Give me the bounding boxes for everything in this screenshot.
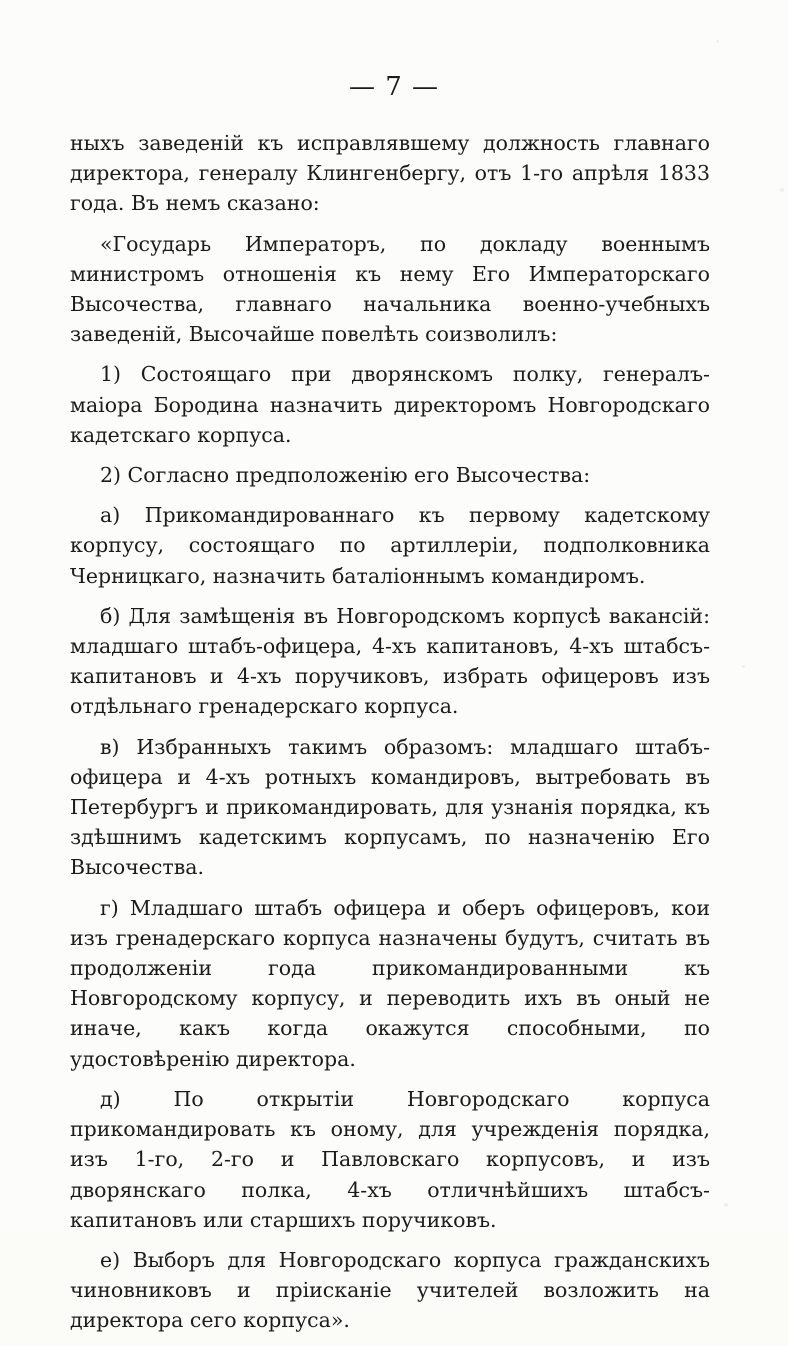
- paragraph-item-a: а) Прикомандированнаго къ первому кадетскому корпусу, состоящаго по артиллеріи, подполковника Черницкаго, назначить баталіоннымъ командиромъ.: [70, 503, 710, 588]
- paragraph-item-2: 2) Согласно предположенію его Высочества:: [100, 463, 591, 488]
- page-number: — 7 —: [348, 72, 440, 102]
- paper-spot: [716, 40, 719, 43]
- paragraph-item-v: в) Избранныхъ такимъ образомъ: младшаго штабъ-офицера и 4-хъ ротныхъ командировъ, вытребовать въ Петербургъ и прикомандировать, для узнанія порядка, къ здѣшнимъ кадетскимъ корпусамъ, по назначенію Его Высочества.: [70, 734, 710, 880]
- paragraph-item-d: д) По открытіи Новгородскаго корпуса прикомандировать къ оному, для учрежденія порядка, изъ 1-го, 2-го и Павловскаго корпусовъ, и изъ дворянскаго полка, 4-хъ отличнѣйшихъ штабсъ-капитановъ или старшихъ поручиковъ.: [70, 1086, 710, 1232]
- paragraph-item-e: е) Выборъ для Новгородскаго корпуса гражданскихъ чиновниковъ и пріисканіе учителей возложить на директора сего корпуса».: [70, 1247, 710, 1333]
- paragraph-quote-opening: «Государь Императоръ, по докладу военнымъ министромъ отношенія къ нему Его Императорскаго Высочества, главнаго начальника военно-учебныхъ заведеній, Высочайше повелѣть соизволилъ:: [70, 231, 710, 347]
- paper-spot: [780, 188, 784, 192]
- paragraph-item-g: г) Младшаго штабъ офицера и оберъ офицеровъ, кои изъ гренадерскаго корпуса назначены будутъ, считать въ продолженіи года прикомандированными къ Новгородскому корпусу, и переводить ихъ въ оный не иначе, какъ когда окажутся способными, по удостовѣренію директора.: [70, 895, 710, 1071]
- paragraph-intro: ныхъ заведеній къ исправлявшему должность главнаго директора, генералу Клингенбергу, отъ 1-го апрѣля 1833 года. Въ немъ сказано:: [70, 131, 710, 216]
- paragraph-item-1: 1) Состоящаго при дворянскомъ полку, генералъ-маіора Бородина назначить директоромъ Новгородскаго кадетскаго корпуса.: [70, 362, 710, 447]
- paper-spot: [742, 665, 745, 668]
- paragraph-item-b: б) Для замѣщенія въ Новгородскомъ корпусѣ вакансій: младшаго штабъ-офицера, 4-хъ капитановъ, 4-хъ штабсъ-капитановъ и 4-хъ поручиковъ, избрать офицеровъ изъ отдѣльнаго гренадерскаго корпуса.: [70, 603, 710, 719]
- paper-spot: [724, 1203, 728, 1207]
- page-body: [70, 128, 710, 1346]
